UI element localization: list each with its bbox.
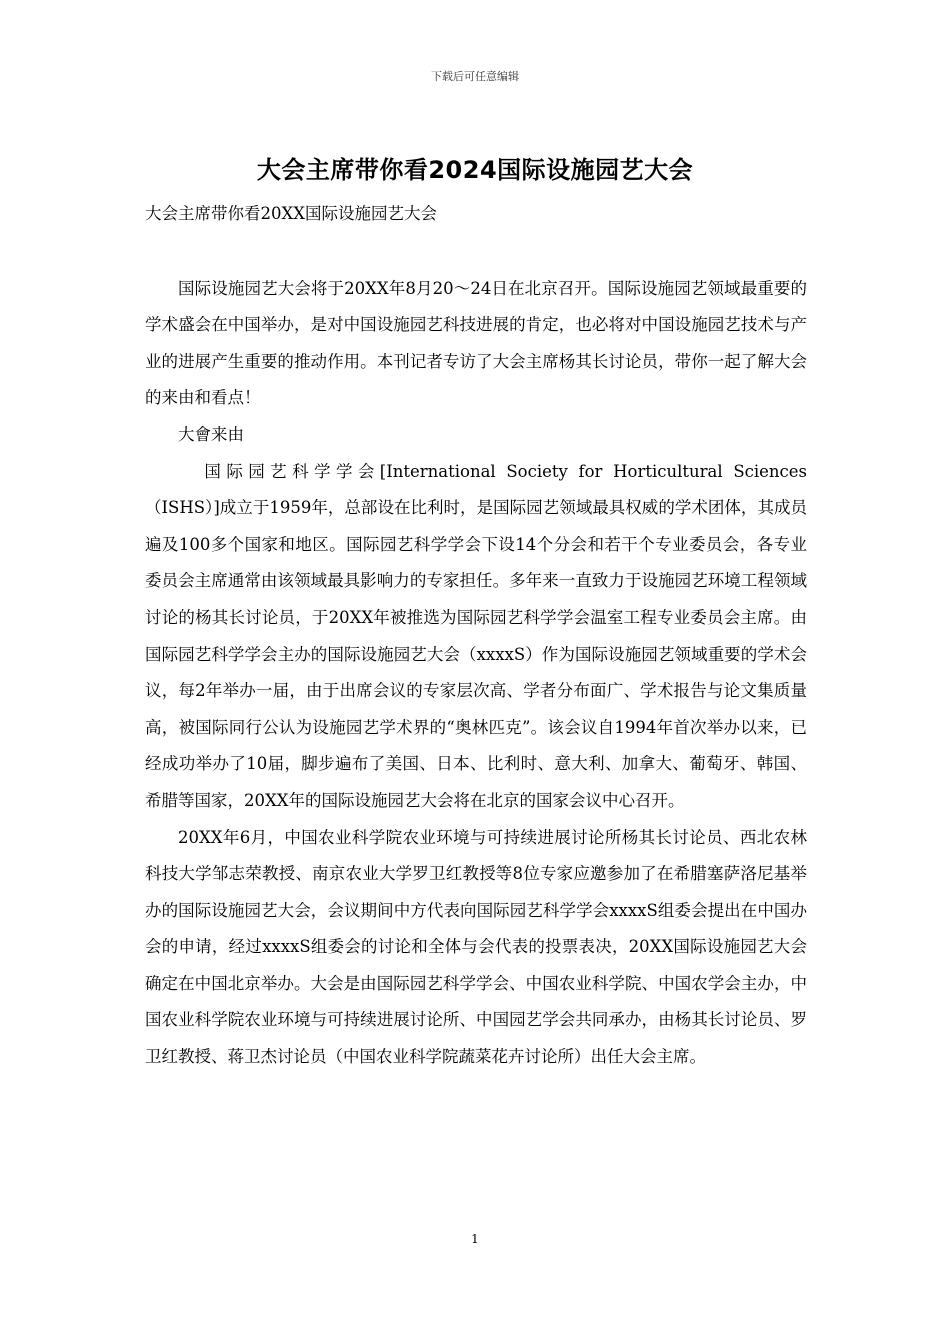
section-heading: 大會来由	[178, 424, 244, 444]
paragraph-intro: 国际设施园艺大会将于20XX年8月20～24日在北京召开。国际设施园艺领域最重要的学术盛会在中国举办，是对中国设施园艺科技进展的肯定，也必将对中国设施园艺技术与产业的进展产生重要的推动作用。本刊记者专访了大会主席杨其长讨论员，带你一起了解大会的来由和看点！	[145, 278, 807, 408]
header-note: 下载后可任意编辑	[431, 70, 519, 83]
paragraph-background: 国际园艺科学学会[International Society for Horticultural Sciences（ISHS）]成立于1959年，总部设在比利时，是国际园艺领域最具权威的学术团体，其成员遍及100多个国家和地区。国际园艺科学学会下设14个分会和若干个专业委员会，各专业委员会主席通常由该领域最具影响力的专家担任。多年来一直致力于设施园艺环境工程领域讨论的杨其长讨论员，于20XX年被推选为国际园艺科学学会温室工程专业委员会主席。由国际园艺科学学会主办的国际设施园艺大会（xxxxS）作为国际设施园艺领域重要的学术会议，每2年举办一届，由于出席会议的专家层次高、学者分布面广、学术报告与论文集质量高，被国际同行公认为设施园艺学术界的“奥林匹克”。该会议自1994年首次举办以来，已经成功举办了10届，脚步遍布了美国、日本、比利时、意大利、加拿大、葡萄牙、韩国、希腊等国家，20XX年的国际设施园艺大会将在北京的国家会议中心召开。	[145, 461, 807, 810]
paragraph-bid: 20XX年6月，中国农业科学院农业环境与可持续进展讨论所杨其长讨论员、西北农林科技大学邹志荣教授、南京农业大学罗卫红教授等8位专家应邀参加了在希腊塞萨洛尼基举办的国际设施园艺大会，会议期间中方代表向国际园艺科学学会xxxxS组委会提出在中国办会的申请，经过xxxxS组委会的讨论和全体与会代表的投票表决，20XX国际设施园艺大会确定在中国北京举办。大会是由国际园艺科学学会、中国农业科学院、中国农学会主办，中国农业科学院农业环境与可持续进展讨论所、中国园艺学会共同承办，由杨其长讨论员、罗卫红教授、蒋卫杰讨论员（中国农业科学院蔬菜花卉讨论所）出任大会主席。	[145, 827, 807, 1067]
document-subtitle: 大会主席带你看20XX国际设施园艺大会	[145, 204, 437, 223]
page-number: 1	[471, 1232, 479, 1246]
document-body	[145, 196, 807, 1076]
document-title: 大会主席带你看2024国际设施园艺大会	[256, 156, 694, 184]
